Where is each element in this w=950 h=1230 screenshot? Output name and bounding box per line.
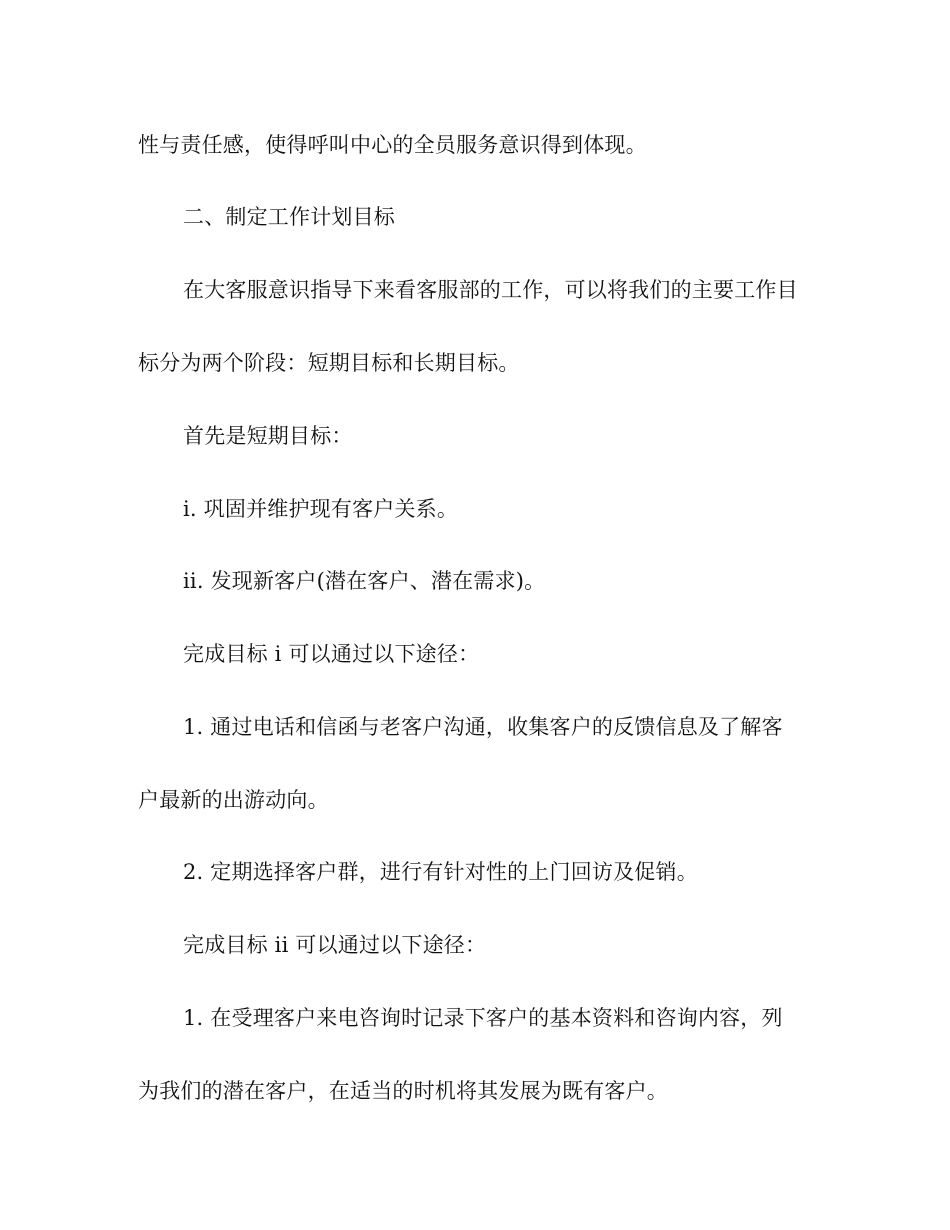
paragraph-line: 在大客服意识指导下来看客服部的工作，可以将我们的主要工作目 [183, 278, 798, 302]
paragraph-line: 完成目标 ii 可以通过以下途径： [183, 933, 487, 957]
paragraph-line: 户最新的出游动向。 [138, 788, 329, 812]
section-heading: 二、制定工作计划目标 [183, 205, 395, 229]
paragraph-line: 为我们的潜在客户，在适当的时机将其发展为既有客户。 [138, 1079, 668, 1103]
list-item: 1. 在受理客户来电咨询时记录下客户的基本资料和咨询内容，列 [183, 1006, 783, 1030]
list-item: i. 巩固并维护现有客户关系。 [183, 497, 459, 521]
list-item: ii. 发现新客户(潜在客户、潜在需求)。 [183, 569, 546, 593]
paragraph-line: 标分为两个阶段：短期目标和长期目标。 [138, 351, 520, 375]
paragraph-line: 首先是短期目标： [183, 424, 353, 448]
paragraph-line: 性与责任感，使得呼叫中心的全员服务意识得到体现。 [138, 133, 647, 157]
list-item: 2. 定期选择客户群，进行有针对性的上门回访及促销。 [183, 860, 698, 884]
paragraph-line: 完成目标 i 可以通过以下途径： [183, 642, 480, 666]
list-item: 1. 通过电话和信函与老客户沟通，收集客户的反馈信息及了解客 [183, 715, 783, 739]
